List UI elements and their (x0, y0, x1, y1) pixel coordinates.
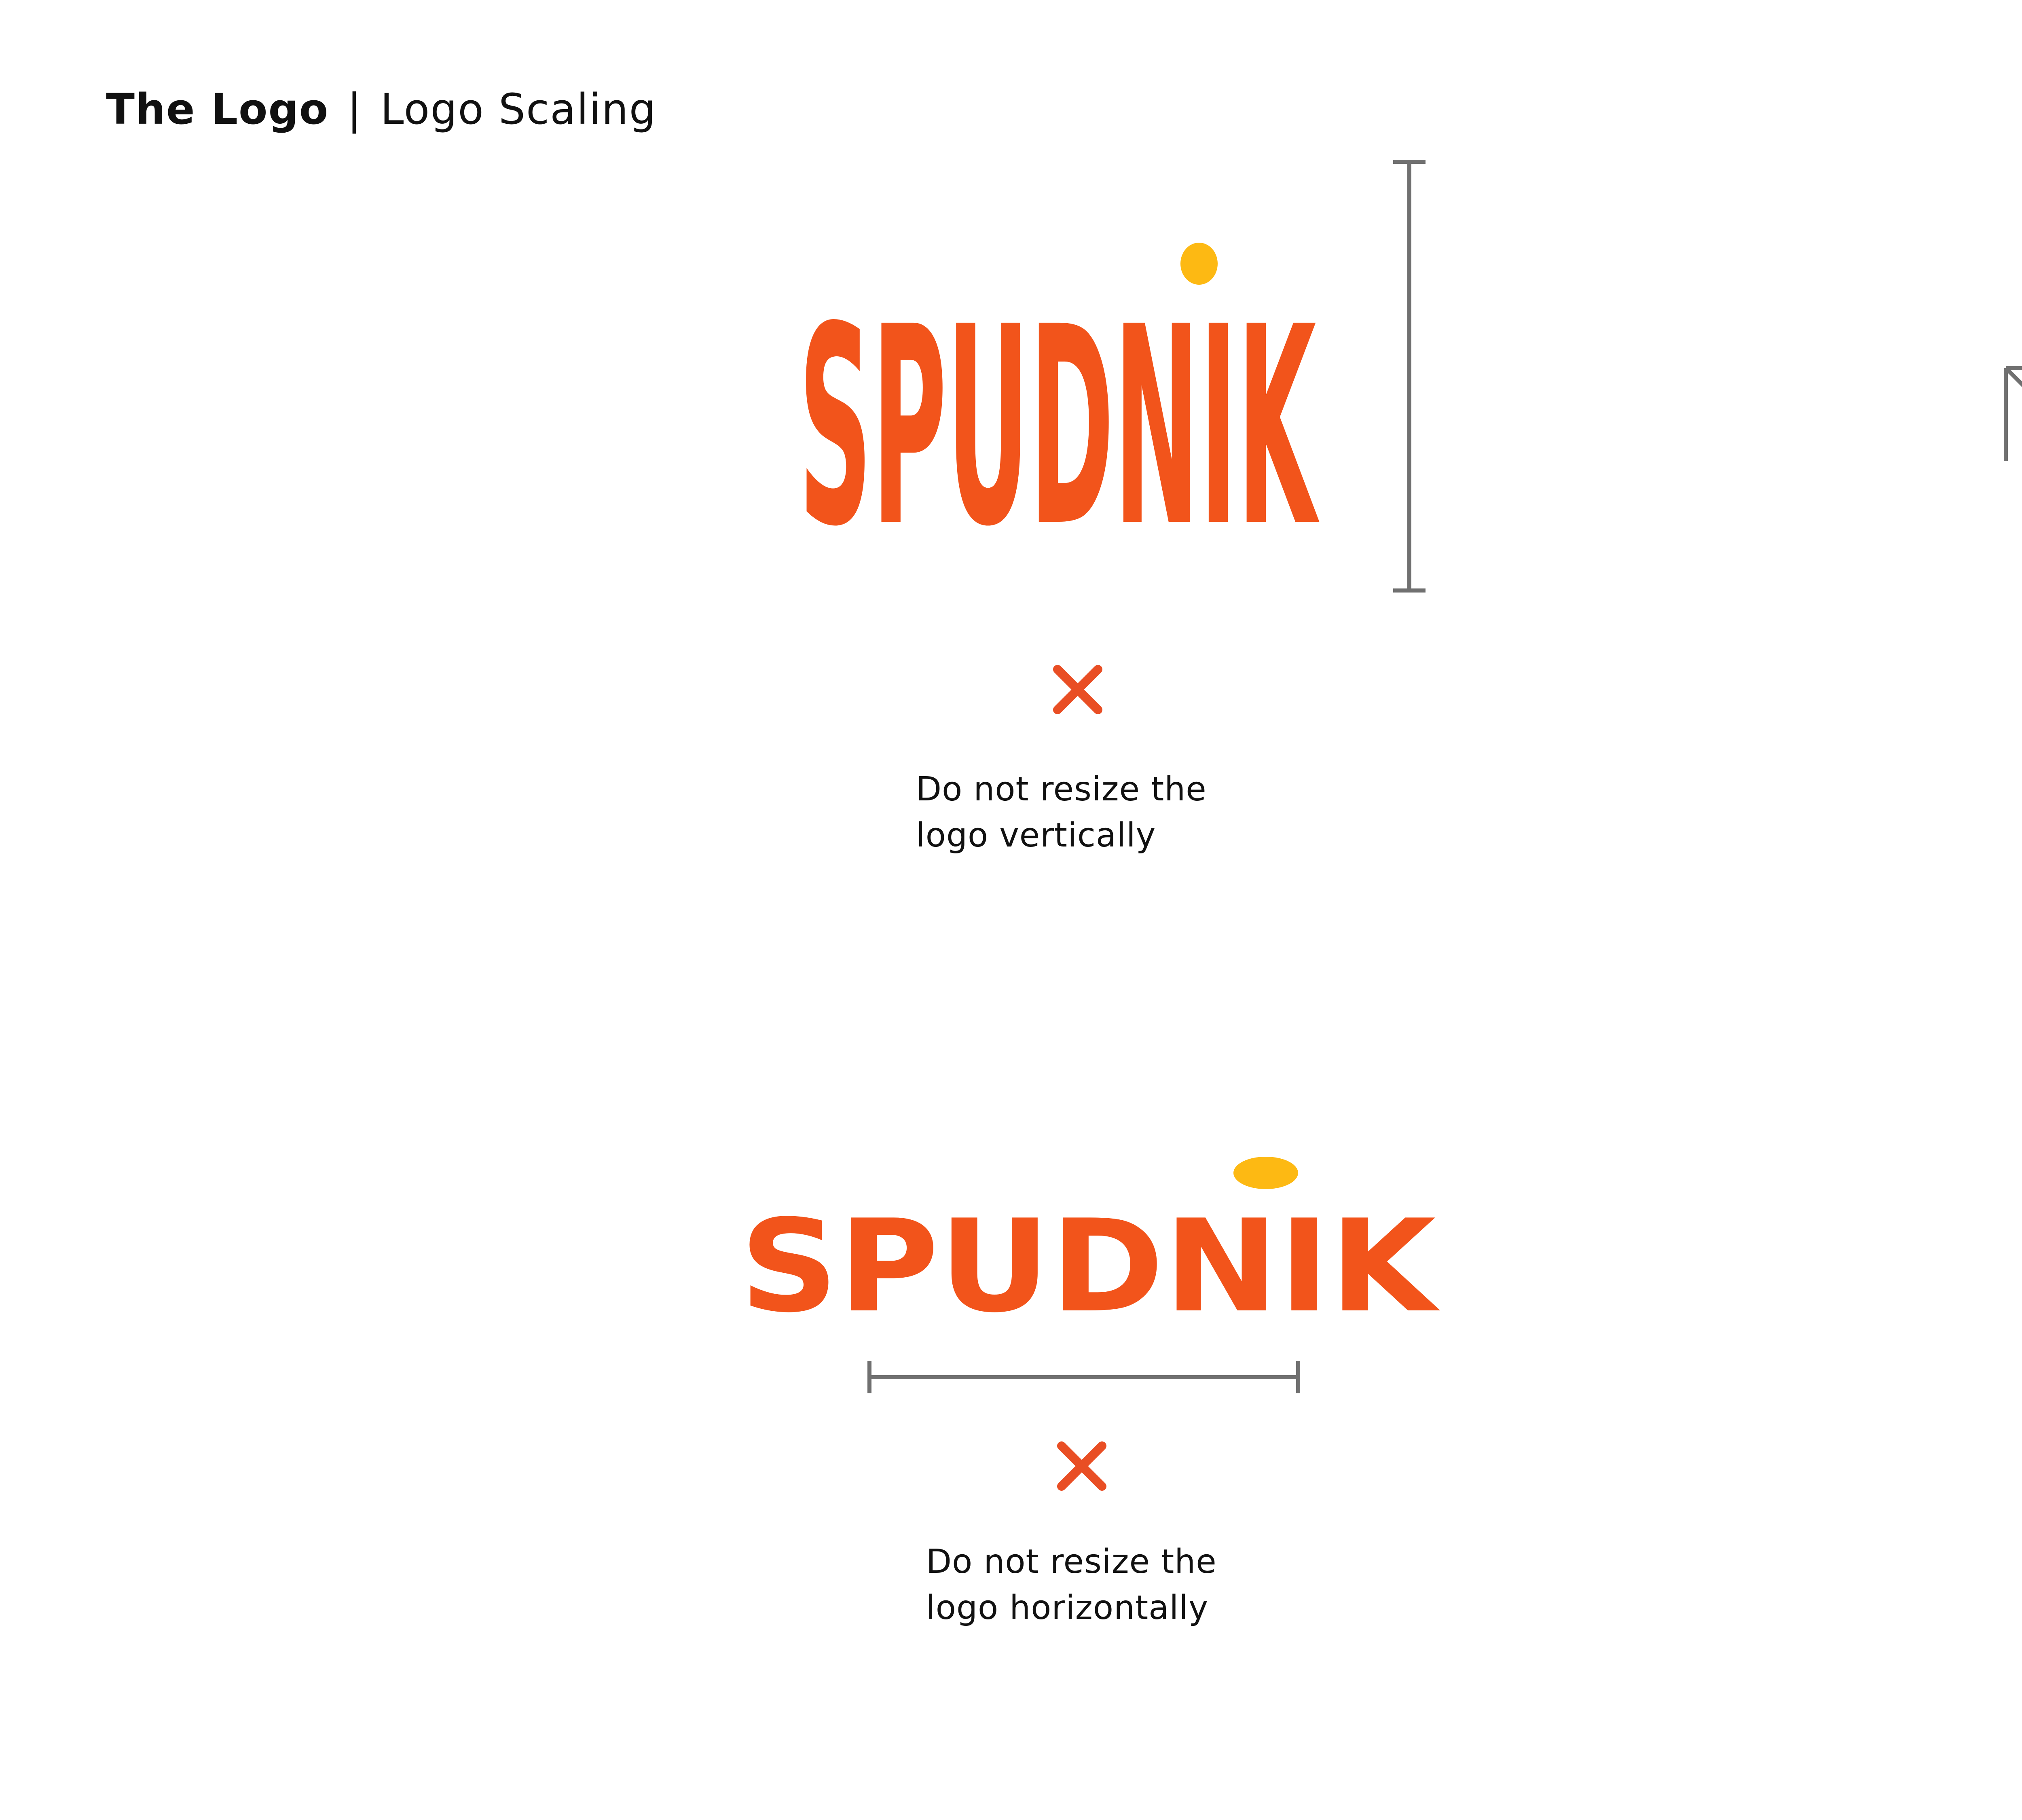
logo-stretched-horizontally (740, 1141, 1436, 1341)
logo-wordmark: SPUDNIK (798, 269, 1316, 587)
diagonal-arrows-icon (1998, 360, 2022, 886)
page-header (106, 81, 657, 138)
logo-wordmark: SPUDNIK (740, 1192, 1436, 1341)
page-subtitle: Logo Scaling (380, 85, 657, 134)
horizontal-ruler-icon (865, 1359, 1302, 1395)
logo-dot (1233, 1157, 1298, 1189)
caption-horizontal: Do not resize the logo horizontally (926, 1543, 1217, 1627)
title-separator: | (347, 85, 362, 134)
vertical-ruler-icon (1391, 158, 1428, 595)
cross-icon (1055, 1440, 1108, 1492)
caption-vertical: Do not resize the logo vertically (916, 770, 1207, 855)
cross-icon (1051, 663, 1104, 716)
page-title: The Logo (106, 85, 329, 134)
logo-stretched-vertically (798, 239, 1316, 587)
